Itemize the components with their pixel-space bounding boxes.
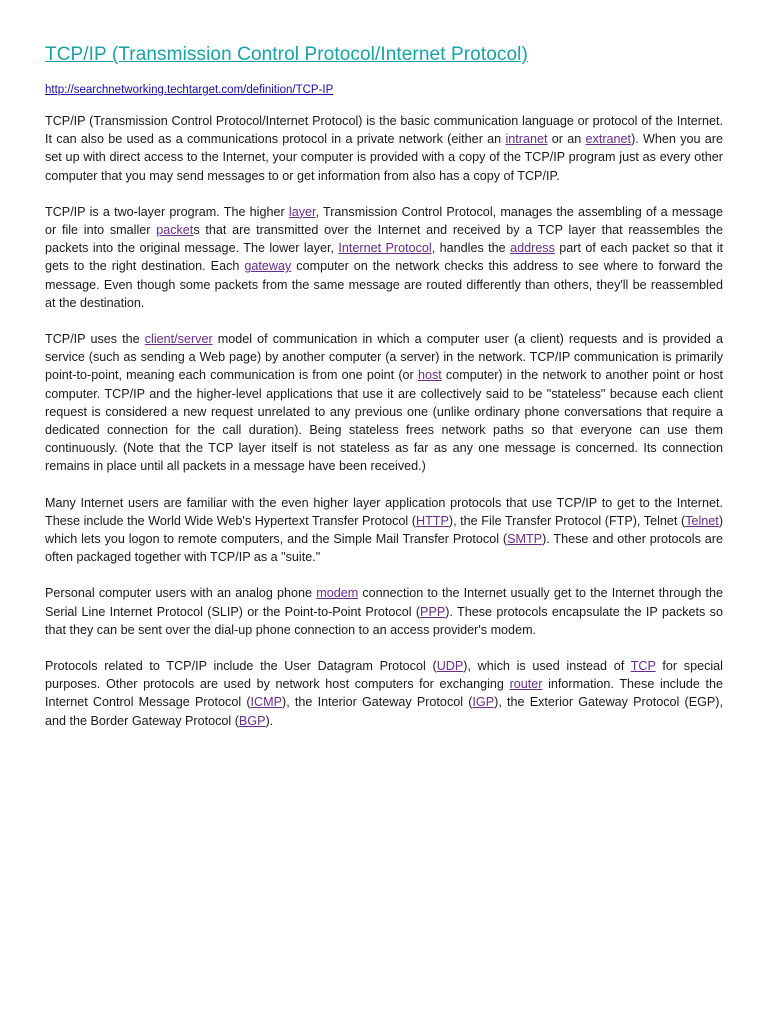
paragraph-text: computer) in the network to another point or host computer. TCP/IP and the higher-level applications that use it are collectively said to be "stateless" because each client request is considered a new request unrelated to any previous one (unlike ordinary phone conversations that require a dedicated connection for the call duration). Being stateless frees network paths so that everyone can use them continuously. (Note that the TCP layer itself is not stateless as far as any one message is concerned. Its connection remains in place until all packets in a message have been received.) xyxy=(45,368,723,474)
inline-link-http[interactable]: HTTP xyxy=(416,513,449,528)
inline-link-router[interactable]: router xyxy=(509,677,543,692)
inline-link-extranet[interactable]: extranet xyxy=(585,132,632,147)
paragraph-text: ), the Interior Gateway Protocol ( xyxy=(282,695,473,710)
paragraph-text: Many Internet users are familiar with the even higher layer application protocols that use TCP/IP to get to the Internet. These include the World Wide Web's Hypertext Transfer Protocol ( xyxy=(45,495,723,528)
inline-link-modem[interactable]: modem xyxy=(316,586,359,601)
page-title: TCP/IP (Transmission Control Protocol/Internet Protocol) xyxy=(45,44,528,65)
inline-link-ppp[interactable]: PPP xyxy=(420,604,446,619)
paragraph-text: for special purposes. Other protocols are used by network host computers for exchanging xyxy=(45,659,723,692)
paragraph-text: ), the File Transfer Protocol (FTP), Telnet ( xyxy=(448,513,686,528)
paragraph-text: Personal computer users with an analog phone xyxy=(45,586,317,601)
paragraph-text: TCP/IP (Transmission Control Protocol/Internet Protocol) is the basic communication language or protocol of the Internet. It can also be used as a communications protocol in a private network (either an xyxy=(45,114,723,147)
inline-link-icmp[interactable]: ICMP xyxy=(250,695,283,710)
paragraph-text: s that are transmitted over the Internet and received by a TCP layer that reassembles the packets into the original message. The lower layer, xyxy=(45,223,723,256)
inline-link-igp[interactable]: IGP xyxy=(472,695,495,710)
paragraph-2 xyxy=(45,203,723,312)
inline-link-telnet[interactable]: Telnet xyxy=(685,513,719,528)
inline-link-client-server[interactable]: client/server xyxy=(144,332,213,347)
paragraph-4 xyxy=(45,494,723,567)
paragraph-3 xyxy=(45,330,723,476)
paragraph-text: model of communication in which a computer user (a client) requests and is provided a service (such as sending a Web page) by another computer (a server) in the network. TCP/IP communication is primarily point-to-point, meaning each communication is from one point (or xyxy=(45,332,724,383)
article-body xyxy=(45,112,723,730)
inline-link-tcp[interactable]: TCP xyxy=(630,659,656,674)
inline-link-address[interactable]: address xyxy=(510,241,555,256)
paragraph-text: ) which lets you logon to remote computers, and the Simple Mail Transfer Protocol ( xyxy=(45,513,724,547)
paragraph-5 xyxy=(45,584,723,639)
paragraph-6 xyxy=(45,657,723,730)
paragraph-text: Protocols related to TCP/IP include the User Datagram Protocol ( xyxy=(45,659,437,674)
paragraph-text: connection to the Internet usually get to the Internet through the Serial Line Internet Protocol (SLIP) or the Point-to-Point Protocol ( xyxy=(45,586,723,619)
inline-link-host[interactable]: host xyxy=(417,368,442,383)
paragraph-text: ), the Exterior Gateway Protocol (EGP), and the Border Gateway Protocol ( xyxy=(45,695,724,728)
paragraph-text: ). These protocols encapsulate the IP packets so that they can be sent over the dial-up phone connection to an access provider's modem. xyxy=(45,604,723,637)
paragraph-text: information. These include the Internet Control Message Protocol ( xyxy=(45,677,724,710)
paragraph-text: or an xyxy=(547,132,586,147)
paragraph-text: , handles the xyxy=(431,241,511,256)
inline-link-layer[interactable]: layer xyxy=(288,204,316,219)
paragraph-text: computer on the network checks this address to see where to forward the message. Even though some packets from the same message are routed differently than others, they'll be reassembled at the destination. xyxy=(45,259,723,310)
inline-link-bgp[interactable]: BGP xyxy=(238,713,266,728)
inline-link-intranet[interactable]: intranet xyxy=(505,132,548,147)
inline-link-gateway[interactable]: gateway xyxy=(244,259,292,274)
paragraph-text: ), which is used instead of xyxy=(463,659,631,674)
inline-link-smtp[interactable]: SMTP xyxy=(507,532,543,547)
inline-link-internet-protocol[interactable]: Internet Protocol xyxy=(338,241,432,256)
paragraph-text: part of each packet so that it gets to the right destination. Each xyxy=(45,241,724,274)
inline-link-udp[interactable]: UDP xyxy=(436,659,464,674)
paragraph-text: TCP/IP uses the xyxy=(45,332,145,347)
inline-link-packet[interactable]: packet xyxy=(156,223,194,238)
paragraph-text: ). When you are set up with direct access to the Internet, your computer is provided with a copy of the TCP/IP program just as every other computer that you may send messages to or get information from also has a copy of TCP/IP. xyxy=(45,132,724,183)
source-url-link[interactable]: http://searchnetworking.techtarget.com/definition/TCP-IP xyxy=(45,84,334,96)
paragraph-text: , Transmission Control Protocol, manages the assembling of a message or file into smaller xyxy=(45,204,723,238)
paragraph-text: ). xyxy=(265,713,274,728)
paragraph-text: ). These and other protocols are often packaged together with TCP/IP as a "suite." xyxy=(45,532,723,565)
paragraph-1 xyxy=(45,112,723,185)
paragraph-text: TCP/IP is a two-layer program. The higher xyxy=(45,204,289,219)
